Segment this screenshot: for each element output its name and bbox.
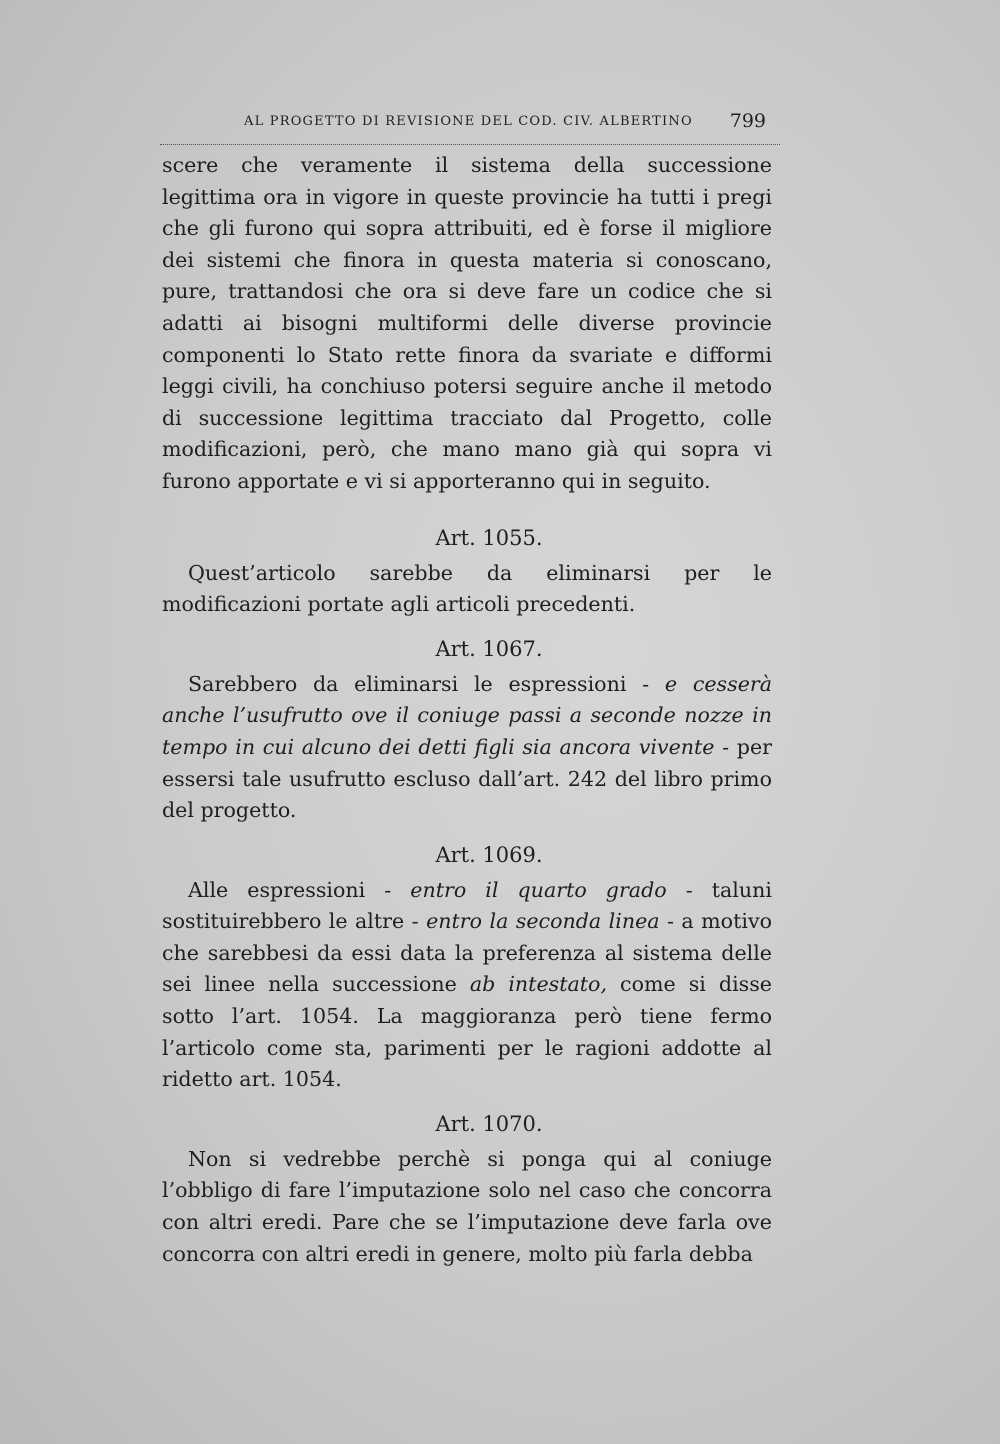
italic-quote: entro la seconda linea — [426, 909, 660, 934]
text-segment: come si disse sotto l’art. 1054. La maggioranza però tiene fermo l’articolo come sta, parimenti per le ragioni addotte al ridetto art. 1054. — [162, 972, 772, 1092]
text-segment: Sarebbero da eliminarsi le espressioni - — [188, 671, 665, 696]
text-segment: - taluni sostituirebbero le altre - — [162, 877, 772, 934]
italic-quote: ab intestato, — [469, 972, 607, 997]
italic-quote: e cesserà anche l’usufrutto ove il coniuge passi a seconde nozze in tempo in cui alcuno dei detti figli sia ancora vivente — [162, 671, 772, 759]
italic-quote: entro il quarto grado — [410, 877, 667, 902]
text-segment: - per essersi tale usufrutto escluso dall’art. 242 del libro primo del progetto. — [162, 734, 772, 823]
article-heading-1069: Art. 1069. — [435, 842, 543, 867]
paragraph-art-1067 — [162, 669, 772, 827]
page-header — [160, 104, 780, 145]
page-number: 799 — [729, 110, 766, 132]
text-segment: - a motivo che sarebbesi da essi data la preferenza al sistema delle sei linee nella successione — [162, 909, 772, 997]
article-heading-1055: Art. 1055. — [435, 525, 543, 550]
text-segment: Alle espressioni - — [188, 877, 411, 902]
article-heading-1067: Art. 1067. — [435, 636, 543, 661]
paragraph-art-1070: Non si vedrebbe perchè si ponga qui al coniuge l’obbligo di fare l’imputazione solo nel caso che concorra con altri eredi. Pare che se l’imputazione deve farla ove concorra con altri eredi in genere, molto più farla debba — [162, 1146, 772, 1266]
paragraph-art-1069 — [162, 875, 772, 1096]
paragraph-art-1055: Quest’articolo sarebbe da eliminarsi per le modificazioni portate agli articoli precedenti. — [162, 560, 772, 617]
running-head: AL PROGETTO DI REVISIONE DEL COD. CIV. ALBERTINO — [244, 114, 693, 129]
paragraph-intro: scere che veramente il sistema della successione legittima ora in vigore in queste provincie ha tutti i pregi che gli furono qui sopra attribuiti, ed è forse il migliore dei sistemi che finora in questa materia si conoscano, pure, trattandosi che ora si deve fare un codice che si adatti ai bisogni multiformi delle diverse provincie componenti lo Stato rette finora da svariate e difformi leggi civili, ha conchiuso potersi seguire anche il metodo di successione legittima tracciato dal Progetto, colle modificazioni, però, che mano mano già qui sopra vi furono apportate e vi si apporteranno qui in seguito. — [162, 153, 772, 493]
page-body — [162, 150, 772, 1270]
article-heading-1070: Art. 1070. — [435, 1111, 543, 1136]
